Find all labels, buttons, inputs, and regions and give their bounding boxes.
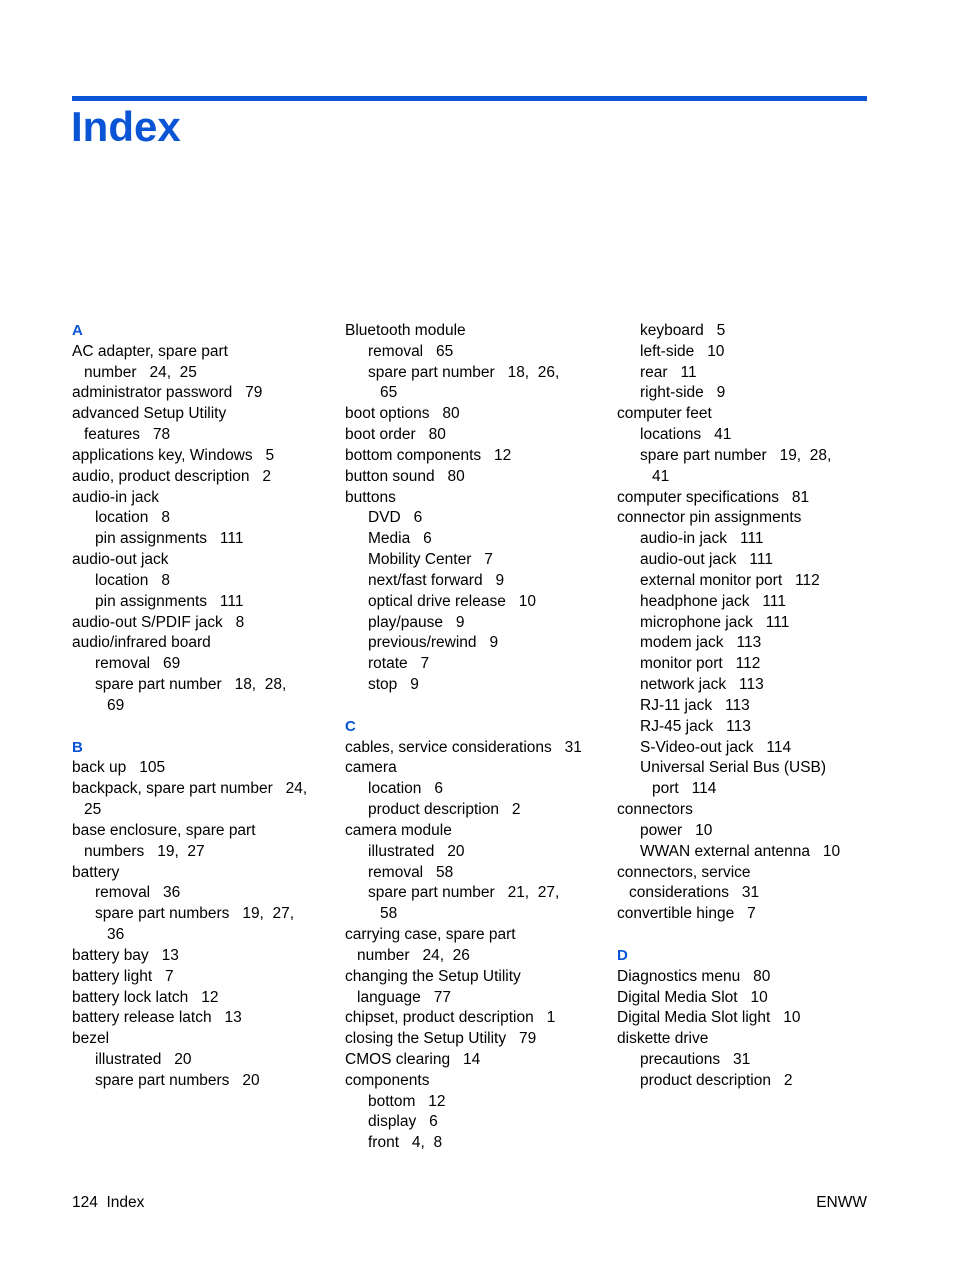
index-subentry: power 10 [640,821,713,839]
index-subentry: network jack 113 [640,676,764,694]
index-spacer [617,925,879,946]
index-entry-continuation: number 24, 25 [84,363,197,381]
index-entry: audio-out jack [72,551,169,569]
page-title: Index [71,103,181,150]
index-subentry: location 8 [95,509,170,527]
index-subentry: location 6 [368,780,443,798]
index-entry: boot order 80 [345,426,446,444]
index-subentry: display 6 [368,1113,438,1131]
index-subentry: location 8 [95,571,170,589]
index-subentry: bottom 12 [368,1092,446,1110]
index-letter-heading: B [72,738,83,756]
index-subentry: audio-in jack 111 [640,530,764,548]
index-subentry: removal 36 [95,884,181,902]
index-subentry: right-side 9 [640,384,726,402]
index-subentry: left-side 10 [640,342,725,360]
index-subentry: next/fast forward 9 [368,571,505,589]
index-entry: AC adapter, spare part [72,342,228,360]
index-subentry-continuation: 58 [380,905,398,923]
index-subentry-continuation: port 114 [652,780,717,798]
index-subentry: monitor port 112 [640,655,761,673]
index-subentry: spare part number 18, 26, [368,363,560,381]
index-subentry: keyboard 5 [640,322,726,339]
index-entry: closing the Setup Utility 79 [345,1030,537,1048]
index-subentry: spare part numbers 19, 27, [95,905,295,923]
index-subentry: DVD 6 [368,509,423,527]
index-subentry: precautions 31 [640,1050,751,1068]
index-entry: buttons [345,488,396,506]
index-entry-continuation: features 78 [84,426,171,444]
index-entry: applications key, Windows 5 [72,446,275,464]
index-entry: battery [72,863,120,881]
index-entry: connector pin assignments [617,509,802,527]
index-entry: components [345,1071,430,1089]
title-rule [72,96,867,101]
index-entry-continuation: 25 [84,801,102,819]
index-entry: camera module [345,821,452,839]
index-entry-continuation: number 24, 26 [357,946,470,964]
index-subentry-continuation: 36 [107,926,125,944]
index-subentry: WWAN external antenna 10 [640,842,841,860]
index-subentry: previous/rewind 9 [368,634,499,652]
index-subentry-continuation: 65 [380,384,398,402]
index-subentry: audio-out jack 111 [640,551,773,569]
index-entry-continuation: language 77 [357,988,451,1006]
index-subentry: pin assignments 111 [95,530,244,548]
index-subentry: play/pause 9 [368,613,465,631]
index-subentry: pin assignments 111 [95,592,244,610]
index-subentry: product description 2 [368,801,521,819]
index-entry: audio, product description 2 [72,467,272,485]
index-entry: advanced Setup Utility [72,405,227,423]
index-letter-heading: C [345,717,356,735]
index-entry: audio-in jack [72,488,160,506]
index-entry: changing the Setup Utility [345,967,521,985]
index-column-3 [617,321,879,1092]
index-subentry: front 4, 8 [368,1134,443,1152]
index-entry: cables, service considerations 31 [345,738,582,756]
index-spacer [72,717,334,738]
index-column-1 [72,321,334,1092]
index-entry: bezel [72,1030,110,1048]
index-entry: battery bay 13 [72,946,179,964]
index-subentry: Universal Serial Bus (USB) [640,759,827,777]
index-subentry: spare part number 18, 28, [95,676,287,694]
footer-doc-code: ENWW [816,1194,867,1211]
index-subentry: removal 65 [368,342,454,360]
index-entry: camera [345,759,397,777]
index-subentry: Media 6 [368,530,432,548]
index-subentry: removal 69 [95,655,181,673]
index-subentry: modem jack 113 [640,634,762,652]
index-entry: convertible hinge 7 [617,905,756,923]
index-entry-continuation: considerations 31 [629,884,760,902]
index-entry: bottom components 12 [345,446,512,464]
index-entry: CMOS clearing 14 [345,1050,481,1068]
index-subentry: product description 2 [640,1071,793,1089]
index-entry: boot options 80 [345,405,460,423]
index-subentry-continuation: 69 [107,696,125,714]
index-subentry: microphone jack 111 [640,613,790,631]
index-subentry-continuation: 41 [652,467,670,485]
index-entry: audio/infrared board [72,634,211,652]
index-subentry: illustrated 20 [95,1050,192,1068]
index-entry: Digital Media Slot 10 [617,988,768,1006]
index-subentry: rotate 7 [368,655,430,673]
index-entry: Diagnostics menu 80 [617,967,771,985]
index-entry: administrator password 79 [72,384,263,402]
index-subentry: headphone jack 111 [640,592,786,610]
index-entry: Digital Media Slot light 10 [617,1009,801,1027]
index-subentry: spare part numbers 20 [95,1071,260,1089]
index-entry: computer feet [617,405,712,423]
index-entry: Bluetooth module [345,322,466,339]
index-letter-heading: D [617,946,628,964]
index-entry: button sound 80 [345,467,465,485]
index-entry: connectors, service [617,863,751,881]
index-entry: back up 105 [72,759,166,777]
index-subentry: RJ-45 jack 113 [640,717,751,735]
index-subentry: spare part number 21, 27, [368,884,560,902]
index-column-2 [345,321,607,1154]
index-entry: chipset, product description 1 [345,1009,556,1027]
footer-page-label: 124 Index [72,1194,145,1211]
index-subentry: optical drive release 10 [368,592,537,610]
index-entry: battery lock latch 12 [72,988,219,1006]
index-subentry: illustrated 20 [368,842,465,860]
index-letter-heading: A [72,322,83,339]
index-subentry: locations 41 [640,426,732,444]
index-entry: backpack, spare part number 24, [72,780,308,798]
index-subentry: RJ-11 jack 113 [640,696,750,714]
index-subentry: spare part number 19, 28, [640,446,832,464]
index-entry: connectors [617,801,693,819]
index-subentry: removal 58 [368,863,454,881]
index-entry: battery release latch 13 [72,1009,242,1027]
index-entry: battery light 7 [72,967,174,985]
index-entry: carrying case, spare part [345,926,516,944]
index-subentry: rear 11 [640,363,697,381]
index-entry: computer specifications 81 [617,488,810,506]
index-subentry: Mobility Center 7 [368,551,493,569]
index-entry: base enclosure, spare part [72,821,256,839]
index-entry-continuation: numbers 19, 27 [84,842,205,860]
index-entry: diskette drive [617,1030,709,1048]
index-spacer [345,696,607,717]
index-subentry: S-Video-out jack 114 [640,738,792,756]
index-subentry: stop 9 [368,676,419,694]
index-subentry: external monitor port 112 [640,571,820,589]
index-entry: audio-out S/PDIF jack 8 [72,613,245,631]
